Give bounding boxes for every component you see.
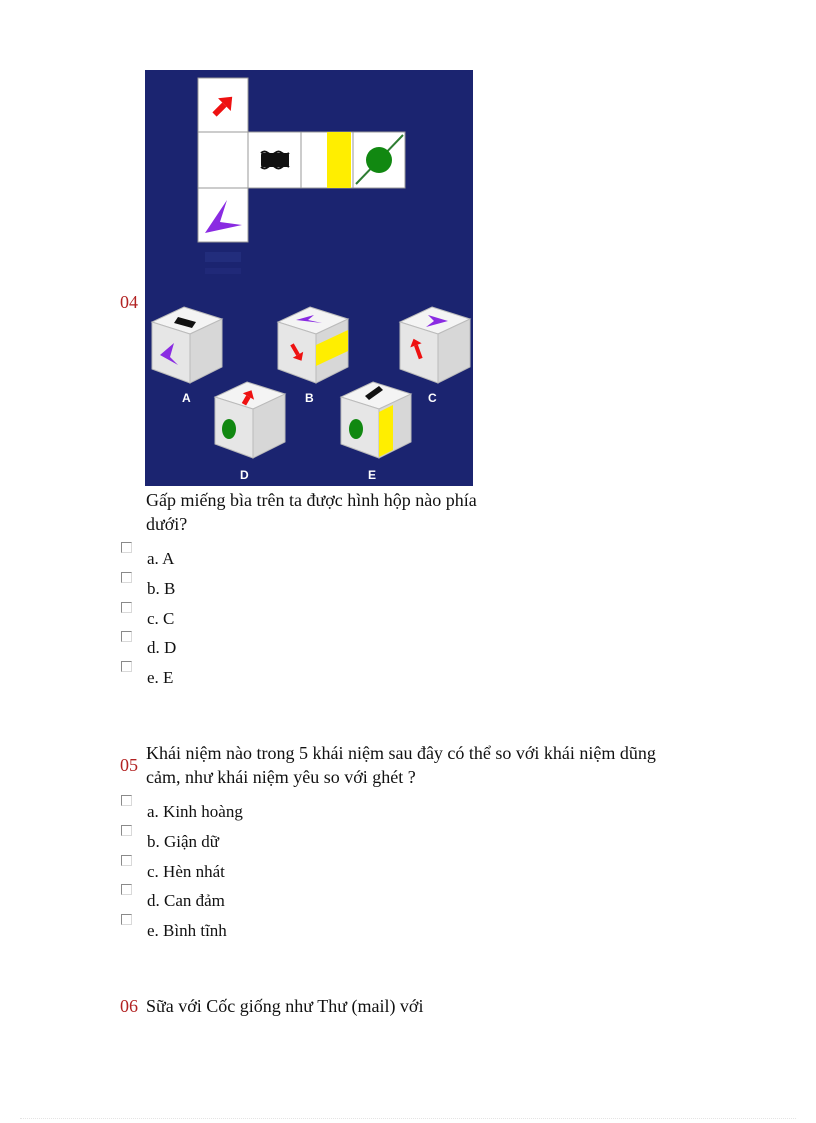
option-label: d. D: [147, 638, 177, 657]
net-face-bottom: [198, 188, 248, 242]
question-05-text: [146, 741, 656, 789]
cube-b: [278, 307, 348, 383]
question-number-04: 04: [120, 292, 138, 312]
option-label: a. A: [147, 549, 175, 568]
question-number-05: 05: [120, 755, 138, 775]
checkbox-icon[interactable]: [121, 795, 132, 806]
checkbox-icon[interactable]: [121, 825, 132, 836]
option-label: e. Bình tĩnh: [147, 921, 227, 940]
checkbox-icon[interactable]: [121, 602, 132, 613]
net-green-circle-icon: [366, 147, 392, 173]
option-label: d. Can đảm: [147, 891, 225, 910]
page-bottom-rule: [20, 1118, 796, 1119]
question-number-06: 06: [120, 996, 138, 1016]
net-yellow-stripe-icon: [327, 132, 351, 188]
net-face-middle: [198, 132, 248, 188]
question-04-line-2: dưới?: [146, 514, 188, 534]
option-label: c. Hèn nhát: [147, 862, 225, 881]
checkbox-icon[interactable]: [121, 631, 132, 642]
option-label: c. C: [147, 609, 175, 628]
option-label: b. B: [147, 579, 176, 598]
option-label: a. Kinh hoàng: [147, 802, 243, 821]
cube-c: [400, 307, 470, 383]
option-label: e. E: [147, 668, 174, 687]
question-05-line-1: Khái niệm nào trong 5 khái niệm sau đây có thể so với khái niệm dũng: [146, 743, 656, 763]
checkbox-icon[interactable]: [121, 914, 132, 925]
label-a: A: [182, 391, 191, 405]
label-c: C: [428, 391, 437, 405]
question-04-text: [146, 488, 477, 536]
cube-net-figure: [145, 70, 473, 486]
cube-d: [215, 382, 285, 458]
checkbox-icon[interactable]: [121, 661, 132, 672]
label-d: D: [240, 468, 249, 482]
cube-e: [341, 382, 411, 458]
question-06-text: Sữa với Cốc giống như Thư (mail) với: [146, 996, 424, 1016]
question-04-line-1: Gấp miếng bìa trên ta được hình hộp nào phía: [146, 490, 477, 510]
checkbox-icon[interactable]: [121, 884, 132, 895]
option-label: b. Giận dữ: [147, 832, 220, 851]
checkbox-icon[interactable]: [121, 572, 132, 583]
label-b: B: [305, 391, 314, 405]
cube-a: [152, 307, 222, 383]
label-e: E: [368, 468, 377, 482]
question-05-line-2: cảm, như khái niệm yêu so với ghét ?: [146, 767, 416, 787]
checkbox-icon[interactable]: [121, 855, 132, 866]
checkbox-icon[interactable]: [121, 542, 132, 553]
